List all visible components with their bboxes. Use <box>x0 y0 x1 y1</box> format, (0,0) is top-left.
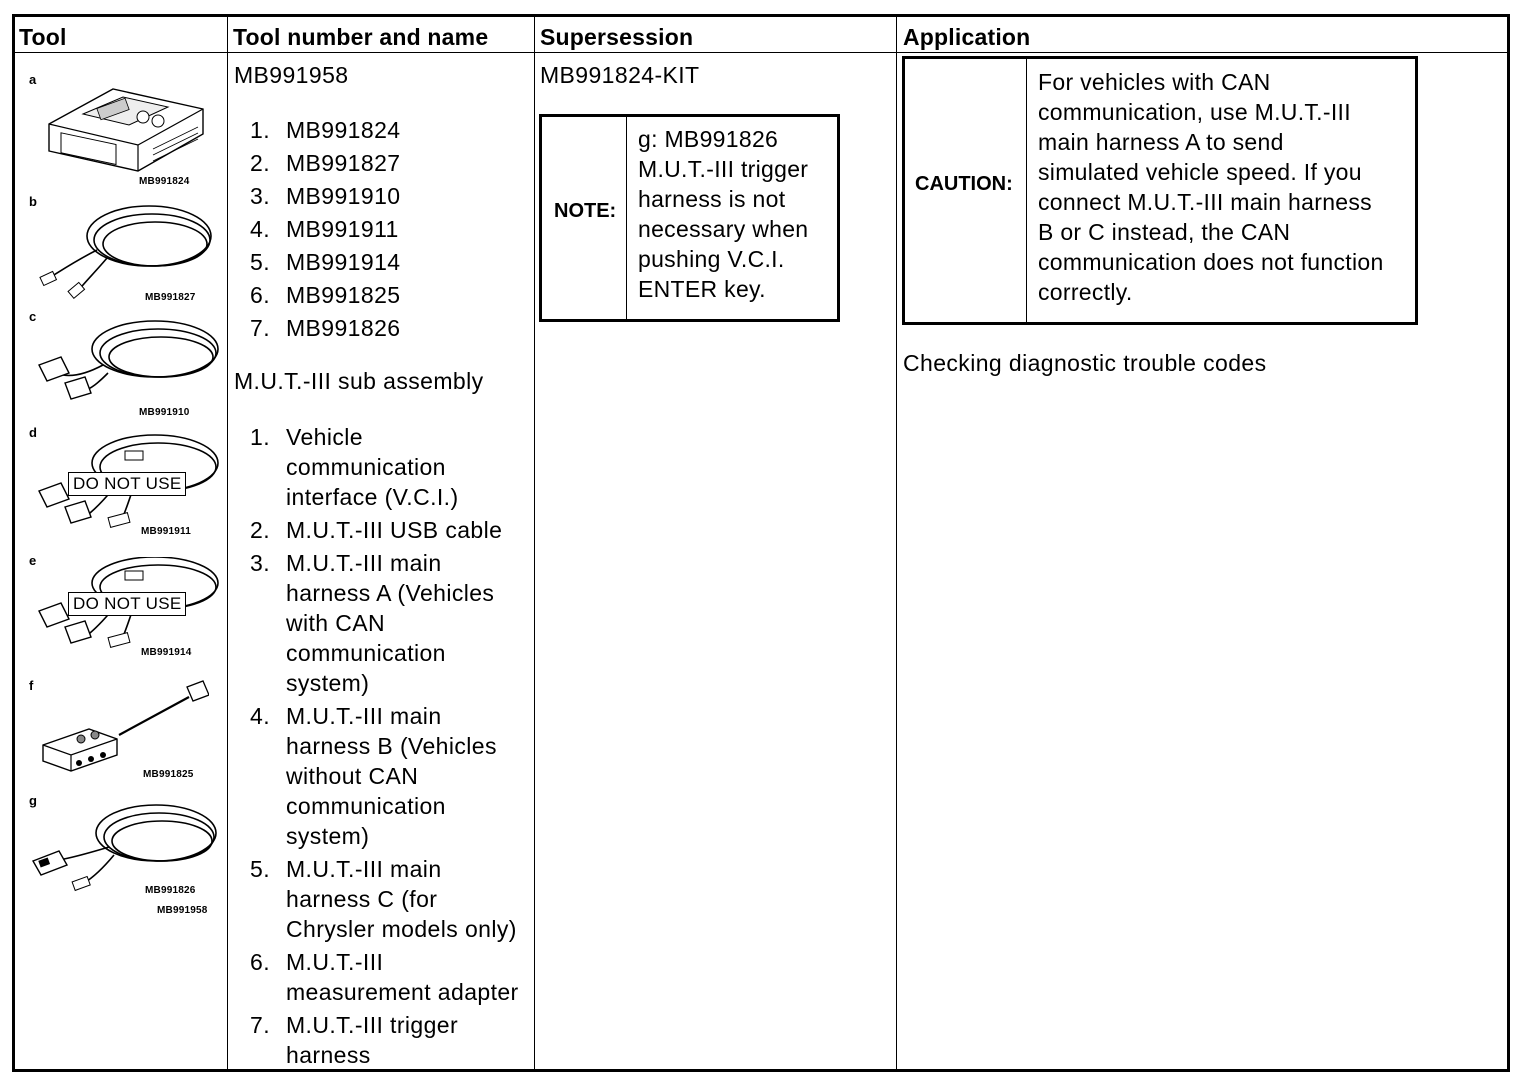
sub-assembly-item-line: M.U.T.-III main <box>286 703 442 729</box>
header-application: Application <box>903 24 1031 50</box>
kit-item <box>231 279 400 312</box>
kit-item-number: 1. <box>250 117 270 143</box>
kit-item-number: 2. <box>250 150 270 176</box>
tool-number-main: MB991958 <box>234 62 349 88</box>
header-tool: Tool <box>19 24 67 50</box>
caution-line: correctly. <box>1038 279 1133 305</box>
sub-assembly-item-line: harness B (Vehicles <box>286 733 497 759</box>
tool-letter-d: d <box>29 425 37 440</box>
kit-item-list <box>231 114 400 345</box>
kit-item-text: MB991827 <box>286 150 401 176</box>
column-divider-1 <box>227 17 228 1069</box>
sub-assembly-item <box>231 515 519 545</box>
sub-assembly-item <box>231 947 519 1007</box>
header-tool-number-name: Tool number and name <box>233 24 489 50</box>
kit-item-number: 6. <box>250 282 270 308</box>
note-line: M.U.T.-III trigger <box>638 156 809 182</box>
note-label: NOTE: <box>554 200 617 222</box>
caution-line: simulated vehicle speed. If you <box>1038 159 1362 185</box>
note-line: g: MB991826 <box>638 126 779 152</box>
sub-assembly-item-line: interface (V.C.I.) <box>286 484 459 510</box>
kit-item-number: 5. <box>250 249 270 275</box>
sub-assembly-item-number: 4. <box>250 703 270 729</box>
sub-assembly-item-number: 7. <box>250 1012 270 1038</box>
kit-item-text: MB991826 <box>286 315 401 341</box>
caution-line: For vehicles with CAN <box>1038 69 1271 95</box>
kit-item-text: MB991825 <box>286 282 401 308</box>
tool-letter-g: g <box>29 793 37 808</box>
sub-assembly-title: M.U.T.-III sub assembly <box>234 368 484 394</box>
sub-assembly-item-line: M.U.T.-III <box>286 949 384 975</box>
sub-assembly-item-line: M.U.T.-III main <box>286 856 442 882</box>
tool-letter-f: f <box>29 678 34 693</box>
tool-letter-a: a <box>29 72 37 87</box>
kit-item-number: 4. <box>250 216 270 242</box>
sub-assembly-item-number: 5. <box>250 856 270 882</box>
special-tool-table <box>12 14 1510 1072</box>
trigger-harness-illustration <box>29 795 219 895</box>
main-harness-a-illustration <box>33 315 223 410</box>
note-box-divider <box>626 117 627 319</box>
kit-item-text: MB991914 <box>286 249 401 275</box>
kit-item-number: 3. <box>250 183 270 209</box>
caution-line: connect M.U.T.-III main harness <box>1038 189 1372 215</box>
do-not-use-stamp-d: DO NOT USE <box>68 472 186 496</box>
note-line: ENTER key. <box>638 276 766 302</box>
sub-assembly-item <box>231 422 519 512</box>
sub-assembly-item <box>231 854 519 944</box>
tool-set-code: MB991958 <box>157 905 208 916</box>
tool-code-d: MB991911 <box>141 526 191 537</box>
caution-line: main harness A to send <box>1038 129 1284 155</box>
sub-assembly-item <box>231 548 519 698</box>
kit-item <box>231 180 400 213</box>
tool-letter-c: c <box>29 309 37 324</box>
kit-item <box>231 312 400 345</box>
sub-assembly-item-line: without CAN <box>286 763 419 789</box>
sub-assembly-item-line: harness A (Vehicles <box>286 580 495 606</box>
sub-assembly-item-line: harness <box>286 1042 371 1068</box>
sub-assembly-item-line: system) <box>286 823 370 849</box>
kit-item-text: MB991911 <box>286 216 399 242</box>
sub-assembly-item <box>231 1010 519 1070</box>
sub-assembly-item-line: communication <box>286 793 446 819</box>
note-box <box>539 114 840 322</box>
column-divider-2 <box>534 17 535 1069</box>
sub-assembly-item-number: 1. <box>250 424 270 450</box>
do-not-use-stamp-e: DO NOT USE <box>68 592 186 616</box>
caution-text <box>1038 67 1384 307</box>
tool-code-a: MB991824 <box>139 176 190 187</box>
kit-item-text: MB991910 <box>286 183 401 209</box>
tool-code-b: MB991827 <box>145 292 196 303</box>
caution-label: CAUTION: <box>915 173 1013 195</box>
tool-code-c: MB991910 <box>139 407 190 418</box>
usb-cable-illustration <box>37 200 217 300</box>
sub-assembly-item-line: Chrysler models only) <box>286 916 517 942</box>
sub-assembly-item-line: M.U.T.-III main <box>286 550 442 576</box>
caution-line: communication does not function <box>1038 249 1384 275</box>
tool-code-g: MB991826 <box>145 885 196 896</box>
note-line: necessary when <box>638 216 809 242</box>
supersession-value: MB991824-KIT <box>540 62 700 88</box>
caution-line: B or C instead, the CAN <box>1038 219 1291 245</box>
tool-letter-b: b <box>29 194 37 209</box>
note-line: pushing V.C.I. <box>638 246 785 272</box>
caution-line: communication, use M.U.T.-III <box>1038 99 1351 125</box>
kit-item <box>231 114 400 147</box>
sub-assembly-item-line: with CAN <box>286 610 386 636</box>
tool-code-e: MB991914 <box>141 647 192 658</box>
kit-item <box>231 246 400 279</box>
sub-assembly-item-line: system) <box>286 670 370 696</box>
sub-assembly-item-line: harness C (for <box>286 886 438 912</box>
application-text: Checking diagnostic trouble codes <box>903 350 1267 376</box>
caution-box <box>902 56 1418 325</box>
caution-box-divider <box>1026 59 1027 322</box>
sub-assembly-item-list <box>231 422 519 1073</box>
sub-assembly-item-line: M.U.T.-III trigger <box>286 1012 459 1038</box>
vci-unit-illustration <box>43 79 213 179</box>
kit-item <box>231 147 400 180</box>
sub-assembly-item-number: 3. <box>250 550 270 576</box>
note-text <box>638 124 808 304</box>
measurement-adapter-illustration <box>39 677 209 777</box>
kit-item <box>231 213 400 246</box>
kit-item-text: MB991824 <box>286 117 401 143</box>
header-supersession: Supersession <box>540 24 694 50</box>
sub-assembly-item-number: 6. <box>250 949 270 975</box>
sub-assembly-item <box>231 701 519 851</box>
sub-assembly-item-line: measurement adapter <box>286 979 519 1005</box>
kit-item-number: 7. <box>250 315 270 341</box>
column-divider-3 <box>896 17 897 1069</box>
sub-assembly-item-line: Vehicle <box>286 424 363 450</box>
header-divider <box>15 52 1507 53</box>
sub-assembly-item-line: M.U.T.-III USB cable <box>286 517 503 543</box>
sub-assembly-item-line: communication <box>286 640 446 666</box>
sub-assembly-item-number: 2. <box>250 517 270 543</box>
tool-code-f: MB991825 <box>143 769 194 780</box>
tool-letter-e: e <box>29 553 37 568</box>
note-line: harness is not <box>638 186 786 212</box>
sub-assembly-item-line: communication <box>286 454 446 480</box>
